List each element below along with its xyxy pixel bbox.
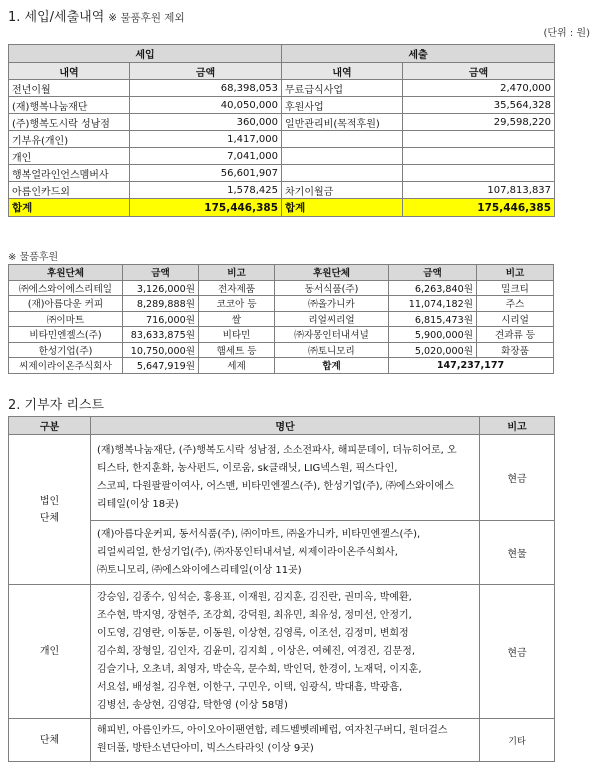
name-line: (재)아름다운커피, 동서식품(주), ㈜이마트, ㈜올가니카, 비타민엔젤스(주), [97,528,421,540]
material-cell: 주스 [477,296,554,312]
group-row [9,719,555,762]
material-cell: 5,900,000원 [389,327,477,343]
donor-col-note: 비고 [480,417,555,435]
income-item: 행복얼라인언스멤버사 [9,165,130,182]
material-header-cell: 후원단체 [9,265,123,281]
name-line: 강승임, 김종수, 임석순, 홍용표, 이재원, 김지훈, 김진란, 권미옥, 박예환, [97,591,412,603]
name-line: 김병선, 송상현, 김영갑, 탁한영 (이상 58명) [97,699,288,711]
material-cell: 시리얼 [477,311,554,327]
name-line: 조수현, 박지영, 장현주, 조강희, 강덕원, 최유민, 최유성, 정미선, 안정기, [97,609,412,621]
income-expense-row [9,80,555,97]
name-line: 김슬기나, 오초녀, 최영자, 박순옥, 문수희, 박인덕, 한경이, 노재덕, 이지훈, [97,663,422,675]
material-cell: 6,815,473원 [389,311,477,327]
material-row [9,342,554,358]
material-cell: ㈜토니모리 [275,342,389,358]
material-cell: 147,237,177 [389,358,554,374]
expense-item: 차기이월금 [282,182,403,199]
material-header-cell: 금액 [123,265,199,281]
name-line: 이도영, 김영란, 이동문, 이동원, 이상현, 김영록, 이조선, 김정미, 변희정 [97,627,409,639]
material-row [9,280,554,296]
income-item: 기부유(개인) [9,131,130,148]
income-expense-table [8,44,555,217]
income-expense-row [9,165,555,182]
expense-item [282,148,403,165]
material-cell: (재)아름다운 커피 [9,296,123,312]
expense-item: 일반관리비(목적후원) [282,114,403,131]
material-cell: ㈜이마트 [9,311,123,327]
donor-col-names: 명단 [91,417,480,435]
name-line: 리테일(이상 18곳) [97,498,179,510]
material-donation-table [8,264,554,374]
material-note: ※ 물품후원 [8,252,59,263]
personal-label: 개인 [9,585,91,719]
section1-note: ※ 물품후원 제외 [108,12,185,24]
income-amount: 360,000 [130,114,282,131]
material-rows [9,265,554,374]
income-item: (재)행복나눔재단 [9,97,130,114]
material-header-cell: 비고 [477,265,554,281]
personal-row [9,585,555,719]
expense-amount [403,165,555,182]
expense-item: 무료급식사업 [282,80,403,97]
material-cell: ㈜에스와이에스리테일 [9,280,123,296]
material-cell: 8,289,888원 [123,296,199,312]
income-expense-row [9,131,555,148]
group-label: 단체 [9,719,91,762]
material-cell: 햄세트 등 [199,342,275,358]
material-row [9,296,554,312]
expense-col-item: 내역 [282,63,403,80]
income-total-amount: 175,446,385 [130,199,282,217]
corp-label: 법인 단체 [9,435,91,585]
name-line: 티스타, 한지훈화, 농사펀드, 이로움, sk클래닛, LIG넥스원, 픽스다인, [97,462,398,474]
name-line: 스코피, 다원팔팔이여사, 어스맨, 비타민엔젤스(주), 한성기업(주), ㈜에스와이에스 [97,480,454,492]
material-cell: 한성기업(주) [9,342,123,358]
material-header-cell: 후원단체 [275,265,389,281]
material-cell: 3,126,000원 [123,280,199,296]
personal-names [91,585,480,719]
expense-amount: 29,598,220 [403,114,555,131]
expense-amount: 35,564,328 [403,97,555,114]
income-total-label: 합계 [9,199,130,217]
name-line: 해피빈, 아름인카드, 아이오아이팬연합, 레드벨벳레베럽, 여자친구버디, 원더걸스 [97,725,448,736]
name-line: 리얼씨리얼, 한성기업(주), ㈜자몽인터내셔널, 씨제이라이온주식회사, [97,546,398,558]
corp-goods-row [9,521,555,585]
name-line: 김수희, 장형일, 김인자, 김윤미, 김지희 , 이상은, 여혜진, 여경진, 김문정, [97,645,416,657]
income-header: 세입 [9,45,282,63]
material-cell: 리얼씨리얼 [275,311,389,327]
income-expense-row [9,114,555,131]
material-row [9,327,554,343]
group-names [91,719,480,762]
income-amount: 1,578,425 [130,182,282,199]
income-amount: 1,417,000 [130,131,282,148]
material-header-cell: 금액 [389,265,477,281]
corp-goods-names [91,521,480,585]
expense-amount: 107,813,837 [403,182,555,199]
material-cell: 6,263,840원 [389,280,477,296]
income-item: 전년이월 [9,80,130,97]
expense-total-label: 합계 [282,199,403,217]
income-amount: 7,041,000 [130,148,282,165]
expense-header: 세출 [282,45,555,63]
income-col-amount: 금액 [130,63,282,80]
income-expense-rows [9,80,555,199]
income-amount: 40,050,000 [130,97,282,114]
expense-item [282,165,403,182]
corp-cash-note: 현금 [480,435,555,521]
name-line: (재)행복나눔재단, (주)행복도시락 성남점, 소소전파사, 해피문데이, 더뉴히어로, 오 [97,444,457,456]
expense-amount [403,148,555,165]
income-expense-row [9,182,555,199]
material-header-row [9,265,554,281]
income-item: 개인 [9,148,130,165]
name-line: ㈜토니모리, ㈜에스와이에스리테일(이상 11곳) [97,564,302,576]
group-note: 기타 [480,719,555,762]
income-col-item: 내역 [9,63,130,80]
material-cell: 쌀 [199,311,275,327]
material-cell: 비타민엔젤스(주) [9,327,123,343]
name-line: 원더풀, 방탄소년단아미, 빅스스타라잇 (이상 9곳) [97,743,314,754]
corp-cash-row [9,435,555,521]
personal-note: 현금 [480,585,555,719]
expense-item [282,131,403,148]
material-cell: 11,074,182원 [389,296,477,312]
expense-amount [403,131,555,148]
material-cell: 비타민 [199,327,275,343]
material-cell: 동서식품(주) [275,280,389,296]
total-row [9,199,555,217]
donor-list-table [8,416,555,762]
material-row [9,358,554,374]
expense-total-amount: 175,446,385 [403,199,555,217]
material-cell: ㈜올가니카 [275,296,389,312]
material-cell: 716,000원 [123,311,199,327]
material-cell: 합계 [275,358,389,374]
material-cell: 세제 [199,358,275,374]
corp-goods-note: 현물 [480,521,555,585]
material-cell: 5,020,000원 [389,342,477,358]
section1-title: 1. 세입/세출내역 ※ 물품후원 제외 [8,10,185,25]
material-cell: 5,647,919원 [123,358,199,374]
material-cell: 83,633,875원 [123,327,199,343]
unit-label: (단위 : 원) [543,28,590,39]
income-item: 아름인카드외 [9,182,130,199]
income-expense-row [9,97,555,114]
expense-amount: 2,470,000 [403,80,555,97]
income-expense-row [9,148,555,165]
name-line: 서요섭, 배성철, 김우현, 이한구, 구민우, 이택, 임광식, 박대흠, 박광흠, [97,681,403,693]
material-cell: ㈜자몽인터내셔널 [275,327,389,343]
income-amount: 68,398,053 [130,80,282,97]
material-cell: 밀크티 [477,280,554,296]
section2-title: 2. 기부자 리스트 [8,398,105,413]
material-header-cell: 비고 [199,265,275,281]
material-cell: 코코아 등 [199,296,275,312]
expense-col-amount: 금액 [403,63,555,80]
material-cell: 화장품 [477,342,554,358]
corp-cash-names [91,435,480,521]
material-cell: 견과류 등 [477,327,554,343]
income-item: (주)행복도시락 성남점 [9,114,130,131]
material-row [9,311,554,327]
material-cell: 씨제이라이온주식회사 [9,358,123,374]
donor-col-category: 구분 [9,417,91,435]
income-amount: 56,601,907 [130,165,282,182]
expense-item: 후원사업 [282,97,403,114]
material-cell: 10,750,000원 [123,342,199,358]
material-cell: 전자제품 [199,280,275,296]
